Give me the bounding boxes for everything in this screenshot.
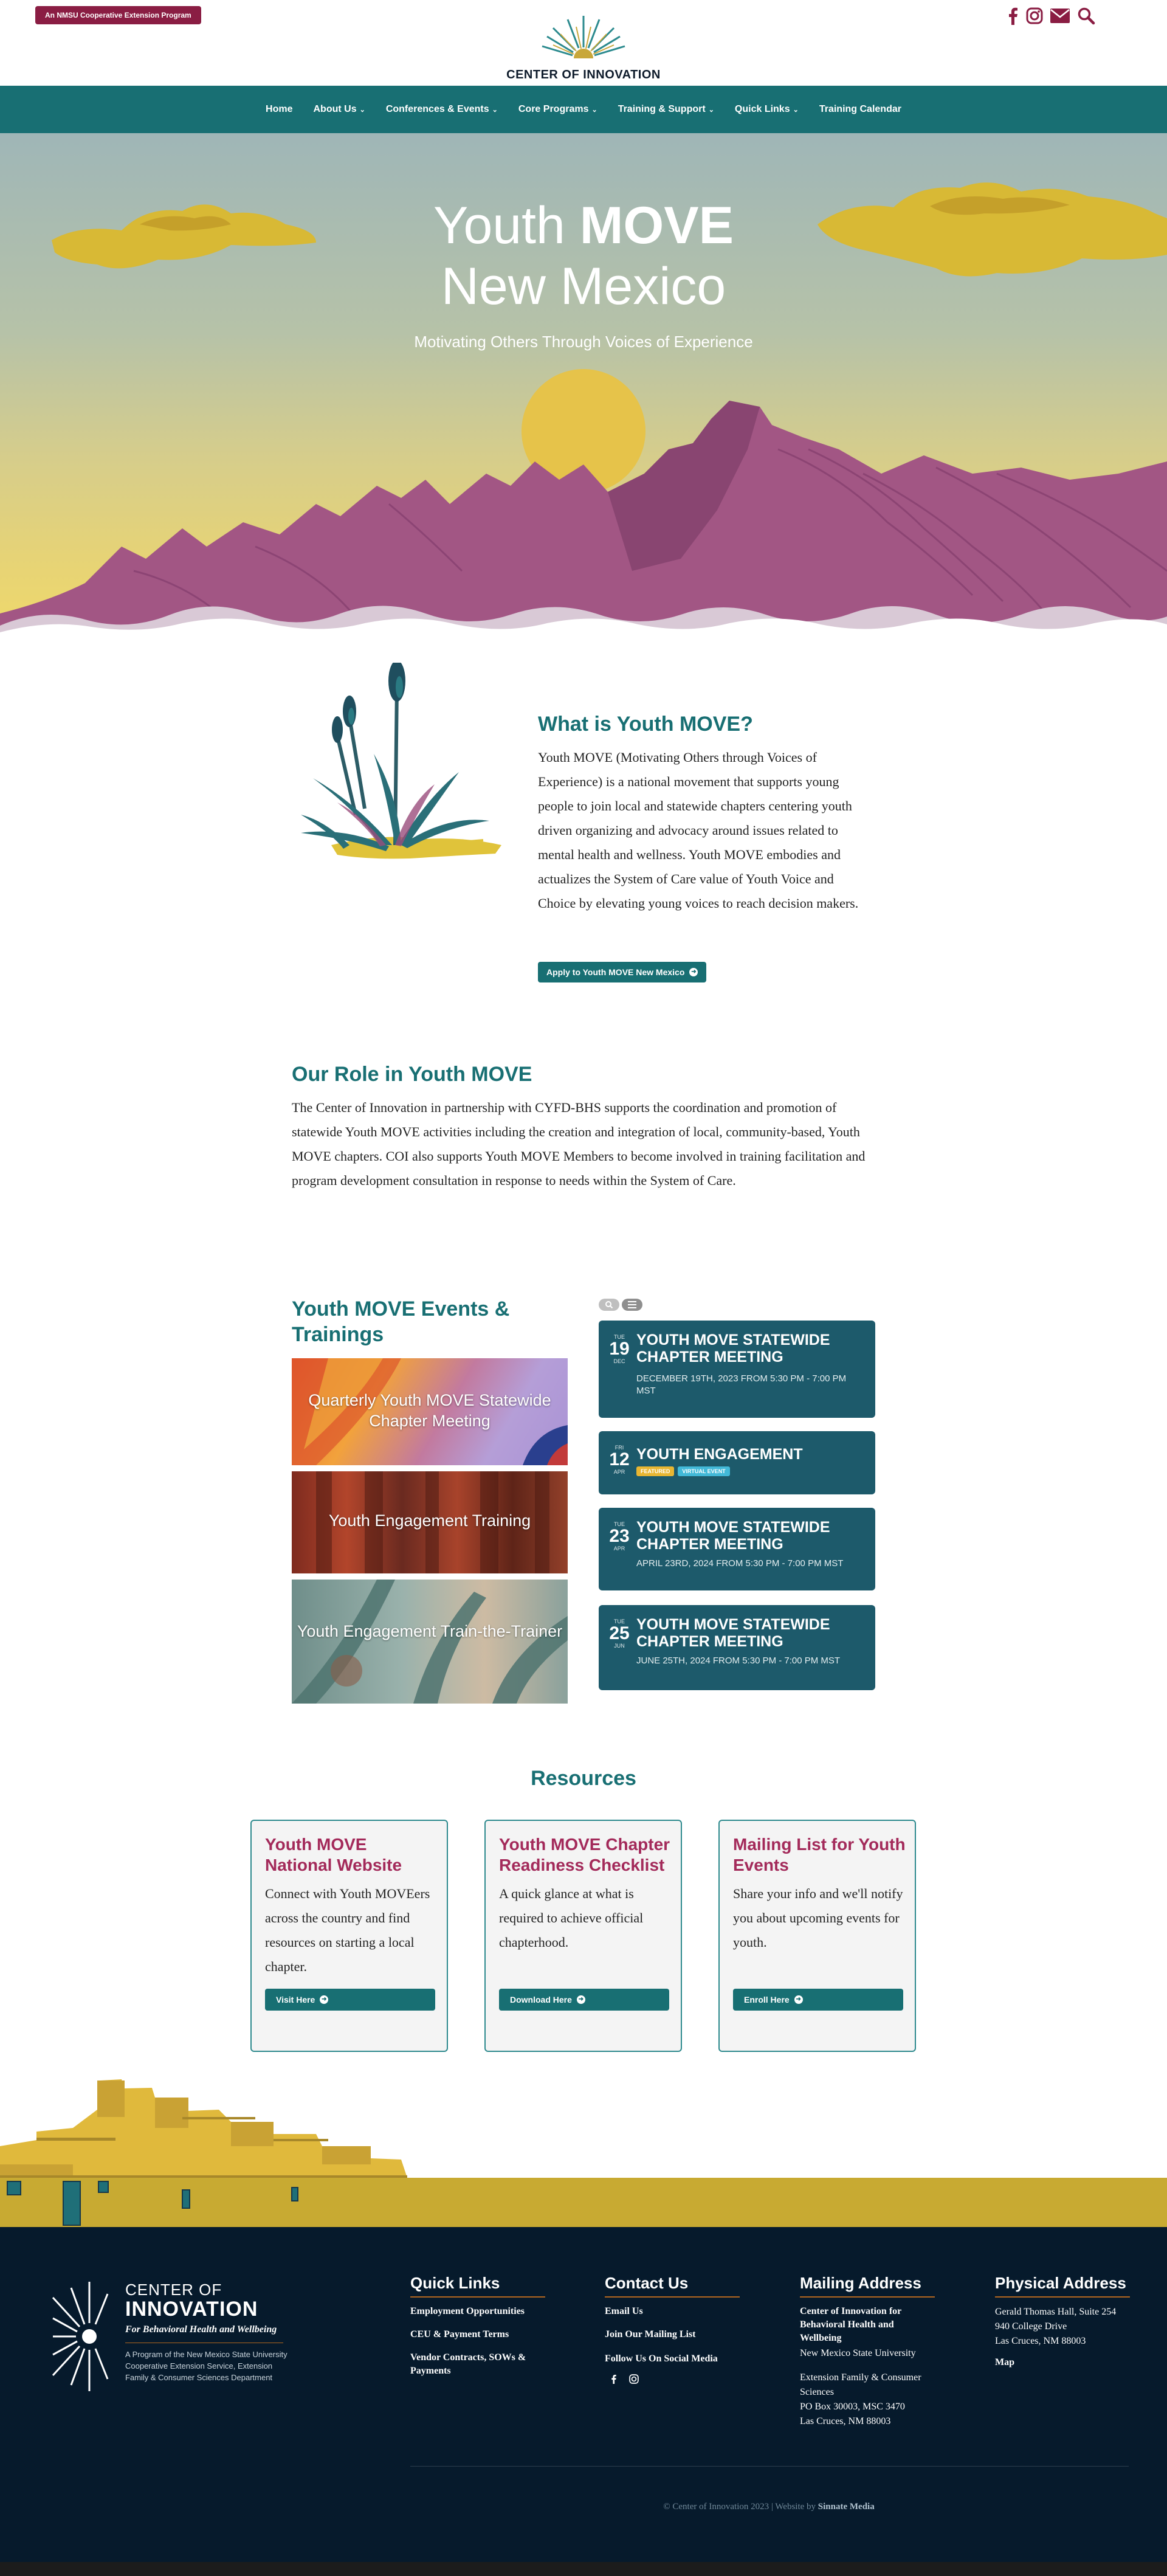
resource-title: Youth MOVE National Website <box>265 1835 402 1874</box>
chevron-down-icon: ⌄ <box>359 106 365 114</box>
hero-title-bold: MOVE <box>579 196 734 255</box>
hero-title-part: Youth <box>433 196 580 255</box>
resource-card <box>250 1820 448 2052</box>
footer-logo-desc: A Program of the New Mexico State University Cooperative Extension Service, Extension Family & Consumer Sciences Department <box>125 2350 287 2382</box>
resource-card <box>484 1820 682 2052</box>
event-card[interactable] <box>599 1431 875 1494</box>
mailing-org: Center of Innovation for Behavioral Health and Wellbeing <box>800 2306 901 2343</box>
employment-link[interactable]: Employment Opportunities <box>410 2306 525 2316</box>
chevron-down-icon: ⌄ <box>492 106 498 114</box>
footer-logo-tag: For Behavioral Health and Wellbeing <box>125 2324 277 2335</box>
agave-photo-image <box>292 1580 568 1704</box>
event-date: FRI 12 APR <box>609 1445 630 1475</box>
event-title[interactable]: YOUTH MOVE STATEWIDE CHAPTER MEETING <box>636 1331 830 1366</box>
instagram-icon[interactable] <box>1026 7 1043 27</box>
nav-item-label: Training & Support <box>618 104 706 114</box>
mailing-city: Las Cruces, NM 88003 <box>800 2416 891 2426</box>
hero-subtitle: Motivating Others Through Voices of Experience <box>414 333 753 351</box>
button-label: Download Here <box>510 1995 572 2005</box>
footer-physical-heading: Physical Address <box>995 2274 1126 2292</box>
vendor-link[interactable]: Vendor Contracts, SOWs & Payments <box>410 2352 526 2376</box>
apply-button[interactable] <box>538 962 706 982</box>
resource-desc: Connect with Youth MOVEers across the country and find resources on starting a local chapter. <box>265 1886 430 1974</box>
event-date: TUE 25 JUN <box>609 1618 630 1649</box>
chevron-down-icon: ⌄ <box>591 106 597 114</box>
visit-button[interactable] <box>265 1989 435 2011</box>
social-media-label: Follow Us On Social Media <box>605 2353 718 2364</box>
email-us-link[interactable]: Email Us <box>605 2306 643 2316</box>
hero-title-line2: New Mexico <box>441 257 726 316</box>
footer-divider <box>410 2296 545 2298</box>
button-label: Visit Here <box>276 1995 315 2005</box>
footer-divider <box>800 2296 935 2298</box>
apply-button-label: Apply to Youth MOVE New Mexico <box>546 967 685 977</box>
download-button[interactable] <box>499 1989 669 2011</box>
agave-illustration <box>289 663 508 863</box>
resource-title: Youth MOVE Chapter Readiness Checklist <box>499 1835 670 1874</box>
footer-sunburst-logo-icon <box>52 2276 119 2397</box>
event-title[interactable]: YOUTH MOVE STATEWIDE CHAPTER MEETING <box>636 1616 830 1650</box>
physical-line3: Las Cruces, NM 88003 <box>995 2336 1086 2346</box>
button-label: Enroll Here <box>744 1995 790 2005</box>
resource-card <box>718 1820 916 2052</box>
top-bar <box>0 0 1167 86</box>
header-social <box>1008 5 1099 29</box>
copyright-text: © Center of Innovation 2023 | Website by <box>663 2502 818 2512</box>
logo-text: CENTER OF INNOVATION <box>506 68 661 81</box>
event-date: TUE 23 APR <box>609 1521 630 1552</box>
mailing-po: PO Box 30003, MSC 3470 <box>800 2402 905 2412</box>
email-icon[interactable] <box>1050 9 1070 26</box>
chevron-down-icon: ⌄ <box>708 106 714 114</box>
footer-mailing-heading: Mailing Address <box>800 2274 921 2292</box>
nav-item-about-us[interactable] <box>313 104 365 115</box>
event-tags <box>636 1466 730 1476</box>
events-heading: Youth MOVE Events & Trainings <box>292 1297 510 1346</box>
facebook-icon[interactable] <box>1008 7 1019 28</box>
bottom-bar <box>0 2562 1167 2576</box>
nav-item-training-calendar[interactable] <box>819 104 901 115</box>
event-thumb-label: Youth Engagement Train-the-Trainer <box>297 1622 563 1640</box>
footer-bottom-divider <box>410 2466 1129 2467</box>
footer <box>0 2227 1167 2562</box>
physical-line2: 940 College Drive <box>995 2321 1067 2332</box>
nav-item-core-programs[interactable] <box>518 104 597 115</box>
event-time: DECEMBER 19TH, 2023 FROM 5:30 PM - 7:00 PM MST <box>636 1373 847 1396</box>
nmsu-badge[interactable]: An NMSU Cooperative Extension Program <box>35 6 201 24</box>
what-body: Youth MOVE (Motivating Others through Voices of Experience) is a national movement that supports young people to join local and statewide chapters centering youth driven organizing and advocacy around issues related to mental health and wellness. Youth MOVE embodies and actualizes the System of Care value of Youth Voice and Choice by elevating young voices to reach decision makers. <box>538 750 859 911</box>
event-thumb-label: Youth Engagement Training <box>328 1511 531 1530</box>
facebook-icon[interactable] <box>611 2374 617 2384</box>
event-thumb-tot[interactable] <box>292 1580 568 1704</box>
nav-item-home[interactable] <box>266 104 292 115</box>
site-logo[interactable] <box>498 5 669 84</box>
role-body: The Center of Innovation in partnership with CYFD-BHS supports the coordination and promotion of statewide Youth MOVE activities including the creation and integration of local, community-based, Youth MOVE chapters. COI also supports Youth MOVE Members to become involved in training facilitation and program development consultation in response to needs within the System of Care. <box>292 1100 866 1188</box>
event-card[interactable] <box>599 1605 875 1690</box>
nav-item-label: Home <box>266 104 293 114</box>
mailing-uni: New Mexico State University <box>800 2348 916 2358</box>
sunburst-logo-icon <box>498 5 669 66</box>
nav-item-training-support[interactable] <box>618 104 714 115</box>
search-icon <box>605 1300 613 1309</box>
tag-featured: FEATURED <box>636 1466 674 1476</box>
search-toggle-button[interactable] <box>599 1299 619 1311</box>
nav-item-label: Training Calendar <box>819 104 901 114</box>
map-link[interactable]: Map <box>995 2357 1014 2367</box>
footer-copyright <box>0 2502 1167 2512</box>
resources-heading: Resources <box>531 1767 636 1790</box>
physical-line1: Gerald Thomas Hall, Suite 254 <box>995 2307 1117 2317</box>
list-view-button[interactable] <box>622 1299 642 1311</box>
credit-link[interactable]: Sinnate Media <box>818 2502 875 2512</box>
event-date: TUE 19 DEC <box>609 1334 630 1364</box>
footer-logo-big: INNOVATION <box>125 2298 258 2321</box>
event-thumb-label: Quarterly Youth MOVE Statewide Chapter Meeting <box>308 1391 551 1430</box>
resource-desc: Share your info and we'll notify you about upcoming events for youth. <box>733 1886 903 1950</box>
nav-item-conferences-events[interactable] <box>386 104 498 115</box>
search-icon[interactable] <box>1077 7 1095 28</box>
resource-desc: A quick glance at what is required to achieve official chapterhood. <box>499 1886 644 1950</box>
chevron-down-icon: ⌄ <box>793 106 799 114</box>
nav-item-label: About Us <box>313 104 357 114</box>
nav-item-label: Quick Links <box>734 104 790 114</box>
instagram-icon[interactable] <box>629 2374 639 2384</box>
mailing-dept: Extension Family & Consumer Sciences <box>800 2372 921 2397</box>
pueblo-illustration <box>0 2073 1167 2227</box>
footer-logo-small: CENTER OF <box>125 2281 222 2299</box>
event-card[interactable] <box>599 1508 875 1590</box>
event-title[interactable]: YOUTH MOVE STATEWIDE CHAPTER MEETING <box>636 1519 830 1553</box>
list-icon <box>628 1301 636 1308</box>
event-time: JUNE 25TH, 2024 FROM 5:30 PM - 7:00 PM MST <box>636 1656 841 1666</box>
nav-item-label: Core Programs <box>518 104 589 114</box>
footer-quicklinks-heading: Quick Links <box>410 2274 500 2292</box>
arrow-circle-icon: ➜ <box>794 1995 803 2004</box>
resource-title: Mailing List for Youth Events <box>733 1835 906 1874</box>
nav-item-label: Conferences & Events <box>385 104 489 114</box>
mailing-list-link[interactable]: Join Our Mailing List <box>605 2329 696 2339</box>
event-title[interactable]: YOUTH ENGAGEMENT <box>636 1446 803 1463</box>
ceu-link[interactable]: CEU & Payment Terms <box>410 2329 509 2339</box>
event-thumb-engagement[interactable] <box>292 1471 568 1573</box>
nav-item-quick-links[interactable] <box>735 104 799 115</box>
arrow-circle-icon: ➜ <box>689 968 698 976</box>
tag-virtual: VIRTUAL EVENT <box>678 1466 729 1476</box>
event-thumb-quarterly[interactable] <box>292 1358 568 1465</box>
event-card[interactable] <box>599 1321 875 1418</box>
main-nav <box>0 86 1167 133</box>
arrow-circle-icon: ➜ <box>320 1995 328 2004</box>
event-time: APRIL 23RD, 2024 FROM 5:30 PM - 7:00 PM MST <box>636 1558 844 1569</box>
what-heading: What is Youth MOVE? <box>538 713 753 736</box>
hero-title <box>0 195 1167 317</box>
role-heading: Our Role in Youth MOVE <box>292 1063 532 1086</box>
footer-social <box>611 2374 639 2384</box>
arrow-circle-icon: ➜ <box>577 1995 585 2004</box>
footer-divider <box>605 2296 740 2298</box>
footer-divider <box>995 2296 1130 2298</box>
hero <box>0 133 1167 632</box>
enroll-button[interactable] <box>733 1989 903 2011</box>
footer-contact-heading: Contact Us <box>605 2274 689 2292</box>
